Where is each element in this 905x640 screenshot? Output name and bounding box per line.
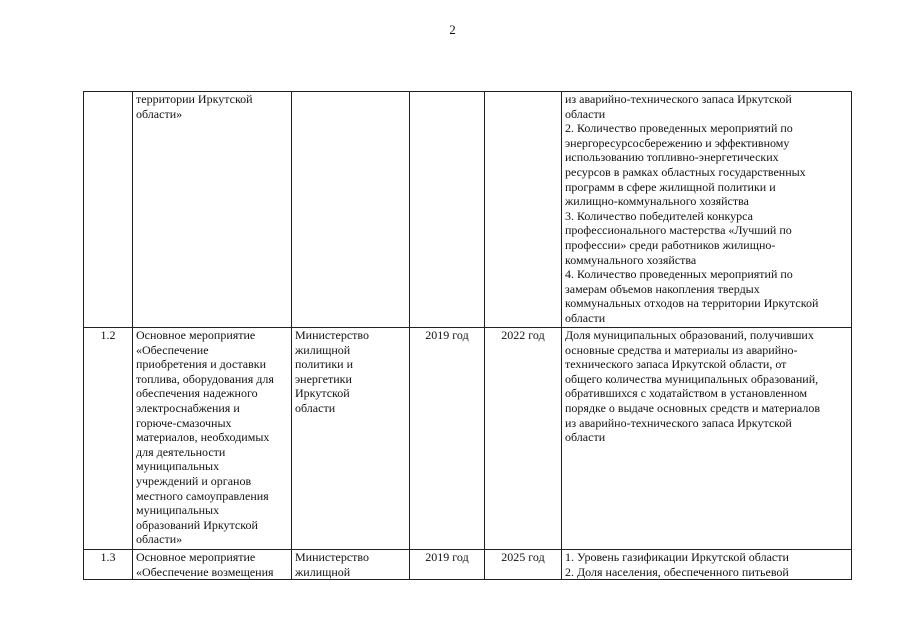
cell-executor-line: Министерство bbox=[295, 550, 369, 564]
cell-measure-name bbox=[133, 550, 292, 580]
cell-indicators-line: из аварийно-технического запаса Иркутской bbox=[565, 415, 792, 430]
cell-measure-name-line: «Обеспечение возмещения bbox=[136, 564, 274, 579]
cell-indicators bbox=[562, 92, 852, 328]
cell-start-year: 2019 год bbox=[410, 550, 485, 580]
cell-indicators-line: жилищно-коммунального хозяйства bbox=[565, 194, 749, 209]
cell-indicators-line: области bbox=[565, 310, 606, 325]
cell-executor-line: жилищной bbox=[295, 564, 351, 579]
cell-executor-line: области bbox=[295, 400, 336, 415]
cell-measure-name-line: топлива, оборудования для bbox=[136, 371, 274, 386]
cell-indicators-line: основные средства и материалы из аварийно- bbox=[565, 342, 798, 357]
cell-indicators-line: области bbox=[565, 430, 606, 445]
cell-executor-line: Иркутской bbox=[295, 386, 350, 401]
page-number: 2 bbox=[449, 22, 456, 37]
cell-measure-name-line: местного самоуправления bbox=[136, 488, 269, 503]
cell-indicators-line: технического запаса Иркутской области, от bbox=[565, 357, 787, 372]
cell-indicators bbox=[562, 328, 852, 550]
table-row bbox=[84, 328, 852, 550]
cell-indicators-line: 2. Количество проведенных мероприятий по bbox=[565, 121, 793, 136]
cell-end-year bbox=[485, 92, 562, 328]
cell-executor-line: энергетики bbox=[295, 371, 352, 386]
cell-measure-name-line: «Обеспечение bbox=[136, 342, 209, 357]
cell-measure-name-line: образований Иркутской bbox=[136, 517, 258, 532]
cell-indicators-line: использованию топливно-энергетических bbox=[565, 150, 779, 165]
cell-end-year: 2022 год bbox=[485, 328, 562, 550]
cell-indicators-line: общего количества муниципальных образований, bbox=[565, 371, 819, 386]
cell-measure-name-line: территории Иркутской bbox=[136, 92, 253, 106]
cell-executor-line: Министерство bbox=[295, 328, 369, 342]
cell-indicators-line: энергоресурсосбережению и эффективному bbox=[565, 135, 790, 150]
cell-measure-name-line: области» bbox=[136, 532, 183, 547]
cell-indicators-line: 1. Уровень газификации Иркутской области bbox=[565, 550, 789, 564]
cell-indicators-line: Доля муниципальных образований, получивших bbox=[565, 328, 814, 342]
cell-measure-name-line: для деятельности bbox=[136, 444, 226, 459]
cell-number: 1.2 bbox=[84, 328, 133, 550]
cell-executor bbox=[292, 92, 410, 328]
cell-measure-name-line: материалов, необходимых bbox=[136, 430, 270, 445]
cell-number: 1.3 bbox=[84, 550, 133, 580]
cell-indicators-line: ресурсов в рамках областных государственных bbox=[565, 164, 806, 179]
cell-indicators-line: коммунального хозяйства bbox=[565, 252, 697, 267]
cell-measure-name bbox=[133, 328, 292, 550]
cell-measure-name-line: электроснабжения и bbox=[136, 400, 240, 415]
cell-executor-line: политики и bbox=[295, 357, 354, 372]
cell-measure-name-line: обеспечения надежного bbox=[136, 386, 258, 401]
cell-indicators-line: профессионального мастерства «Лучший по bbox=[565, 223, 792, 238]
cell-measure-name-line: муниципальных bbox=[136, 459, 220, 474]
cell-measure-name-line: учреждений и органов bbox=[136, 473, 252, 488]
cell-measure-name-line: муниципальных bbox=[136, 503, 220, 518]
cell-indicators-line: программ в сфере жилищной политики и bbox=[565, 179, 776, 194]
cell-measure-name-line: приобретения и доставки bbox=[136, 357, 266, 372]
cell-measure-name-line: области» bbox=[136, 106, 183, 121]
cell-measure-name-line: горюче-смазочных bbox=[136, 415, 232, 430]
cell-indicators-line: обратившихся с ходатайством в установленном bbox=[565, 386, 808, 401]
cell-indicators-line: 2. Доля населения, обеспеченного питьевой bbox=[565, 564, 789, 579]
cell-indicators-line: из аварийно-технического запаса Иркутской bbox=[565, 92, 792, 106]
cell-indicators-line: 4. Количество проведенных мероприятий по bbox=[565, 267, 793, 282]
cell-measure-name-line: Основное мероприятие bbox=[136, 550, 256, 564]
cell-indicators-line: области bbox=[565, 106, 606, 121]
cell-executor-line: жилищной bbox=[295, 342, 351, 357]
cell-indicators bbox=[562, 550, 852, 580]
cell-indicators-line: замерам объемов накопления твердых bbox=[565, 281, 760, 296]
cell-start-year: 2019 год bbox=[410, 328, 485, 550]
cell-indicators-line: профессии» среди работников жилищно- bbox=[565, 237, 776, 252]
cell-start-year bbox=[410, 92, 485, 328]
cell-measure-name-line: Основное мероприятие bbox=[136, 328, 256, 342]
table-row bbox=[84, 550, 852, 580]
cell-indicators-line: коммунальных отходов на территории Иркутской bbox=[565, 296, 819, 311]
cell-executor bbox=[292, 328, 410, 550]
cell-executor bbox=[292, 550, 410, 580]
cell-end-year: 2025 год bbox=[485, 550, 562, 580]
table-row bbox=[84, 92, 852, 328]
cell-indicators-line: порядке о выдаче основных средств и материалов bbox=[565, 400, 821, 415]
cell-number bbox=[84, 92, 133, 328]
measures-table bbox=[83, 91, 852, 580]
cell-measure-name bbox=[133, 92, 292, 328]
cell-indicators-line: 3. Количество победителей конкурса bbox=[565, 208, 753, 223]
